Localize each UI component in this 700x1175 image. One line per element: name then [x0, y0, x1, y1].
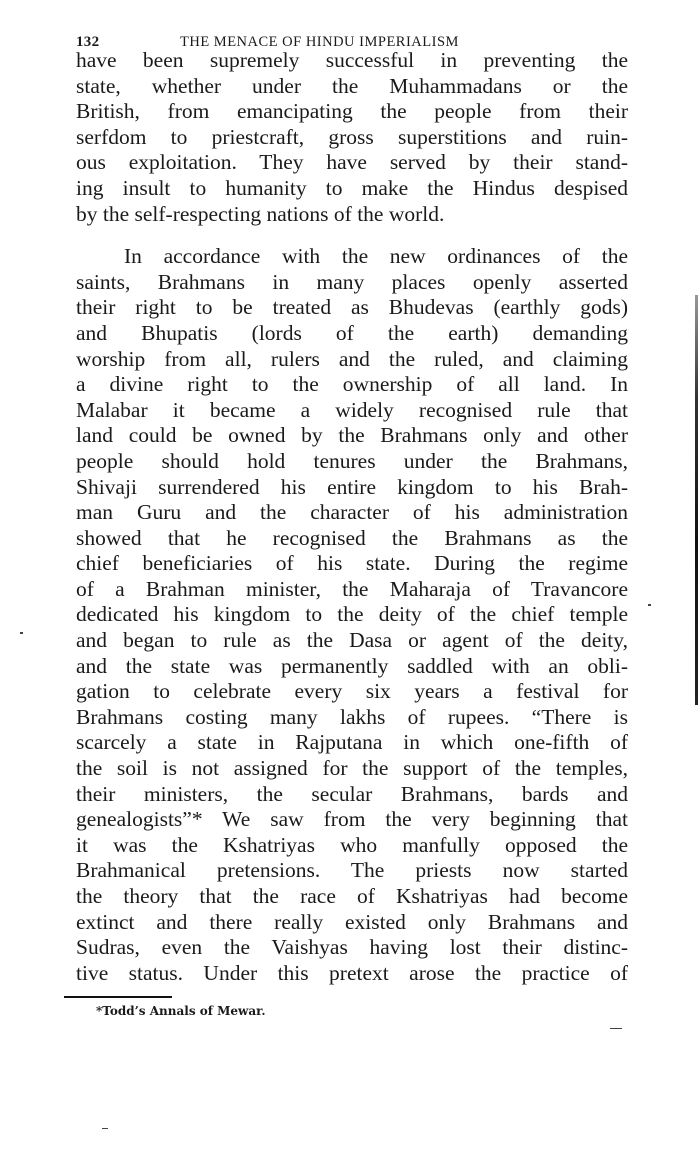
scan-speck [610, 1028, 622, 1029]
paragraph-1 [76, 48, 628, 227]
text-line: their right to be treated as Bhudevas (earthly gods) [76, 295, 628, 320]
scan-speck [648, 604, 651, 606]
text-line: scarcely a state in Rajputana in which one-fifth of [76, 730, 628, 755]
scan-edge-shadow [695, 295, 698, 705]
text-line: British, from emancipating the people from their [76, 99, 628, 124]
text-line: showed that he recognised the Brahmans as the [76, 525, 628, 550]
text-line: their ministers, the secular Brahmans, bards and [76, 781, 628, 806]
text-line: tive status. Under this pretext arose the practice of [76, 960, 628, 985]
text-line: land could be owned by the Brahmans only and other [76, 423, 628, 448]
text-line: the theory that the race of Kshatriyas had become [76, 884, 628, 908]
text-line: Sudras, even the Vaishyas having lost their distinc- [76, 935, 628, 960]
text-line: and the state was permanently saddled with an obli- [76, 653, 628, 678]
paragraph-2 [76, 244, 628, 986]
text-line: saints, Brahmans in many places openly asserted [76, 269, 628, 294]
text-line: state, whether under the Muhammadans or the [76, 73, 628, 98]
text-line: ous exploitation. They have served by their stand- [76, 150, 628, 175]
text-line: the soil is not assigned for the support of the temples, [76, 756, 628, 781]
text-line: a divine right to the ownership of all land. In [76, 372, 628, 397]
text-line: genealogists”* We saw from the very beginning that [76, 807, 628, 832]
scan-speck [102, 1128, 108, 1129]
text-line: In accordance with the new ordinances of the [124, 244, 628, 269]
text-line: man Guru and the character of his administration [76, 500, 628, 525]
text-line: gation to celebrate every six years a festival for [76, 679, 628, 704]
text-line: worship from all, rulers and the ruled, and claiming [76, 346, 628, 371]
text-line: dedicated his kingdom to the deity of the chief temple [76, 602, 628, 627]
text-line: and Bhupatis (lords of the earth) demanding [76, 320, 628, 345]
footnote: *Todd’s Annals of Mewar. [96, 1004, 266, 1018]
text-line: ing insult to humanity to make the Hindus despised [76, 175, 628, 200]
text-line: Brahmans costing many lakhs of rupees. “There is [76, 704, 628, 729]
text-line: and began to rule as the Dasa or agent of the deity, [76, 628, 628, 653]
text-line: Malabar it became a widely recognised rule that [76, 397, 628, 422]
text-line: Shivaji surrendered his entire kingdom to his Brah- [76, 474, 628, 499]
text-line: have been supremely successful in preventing the [76, 48, 628, 72]
paragraph-gap [76, 227, 628, 244]
text-line: by the self-respecting nations of the world. [76, 201, 445, 226]
footnote-divider [64, 996, 172, 998]
text-line: Brahmanical pretensions. The priests now started [76, 858, 628, 883]
text-line: people should hold tenures under the Brahmans, [76, 448, 628, 473]
text-line: of a Brahman minister, the Maharaja of Travancore [76, 576, 628, 601]
running-title: THE MENACE OF HINDU IMPERIALISM [180, 34, 459, 50]
body-text [76, 48, 628, 986]
text-line: serfdom to priestcraft, gross superstitions and ruin- [76, 124, 628, 149]
text-line: extinct and there really existed only Brahmans and [76, 909, 628, 934]
page-number: 132 [76, 34, 100, 50]
text-line: chief beneficiaries of his state. During the regime [76, 551, 628, 576]
scan-speck [20, 632, 23, 634]
text-line: it was the Kshatriyas who manfully opposed the [76, 832, 628, 857]
